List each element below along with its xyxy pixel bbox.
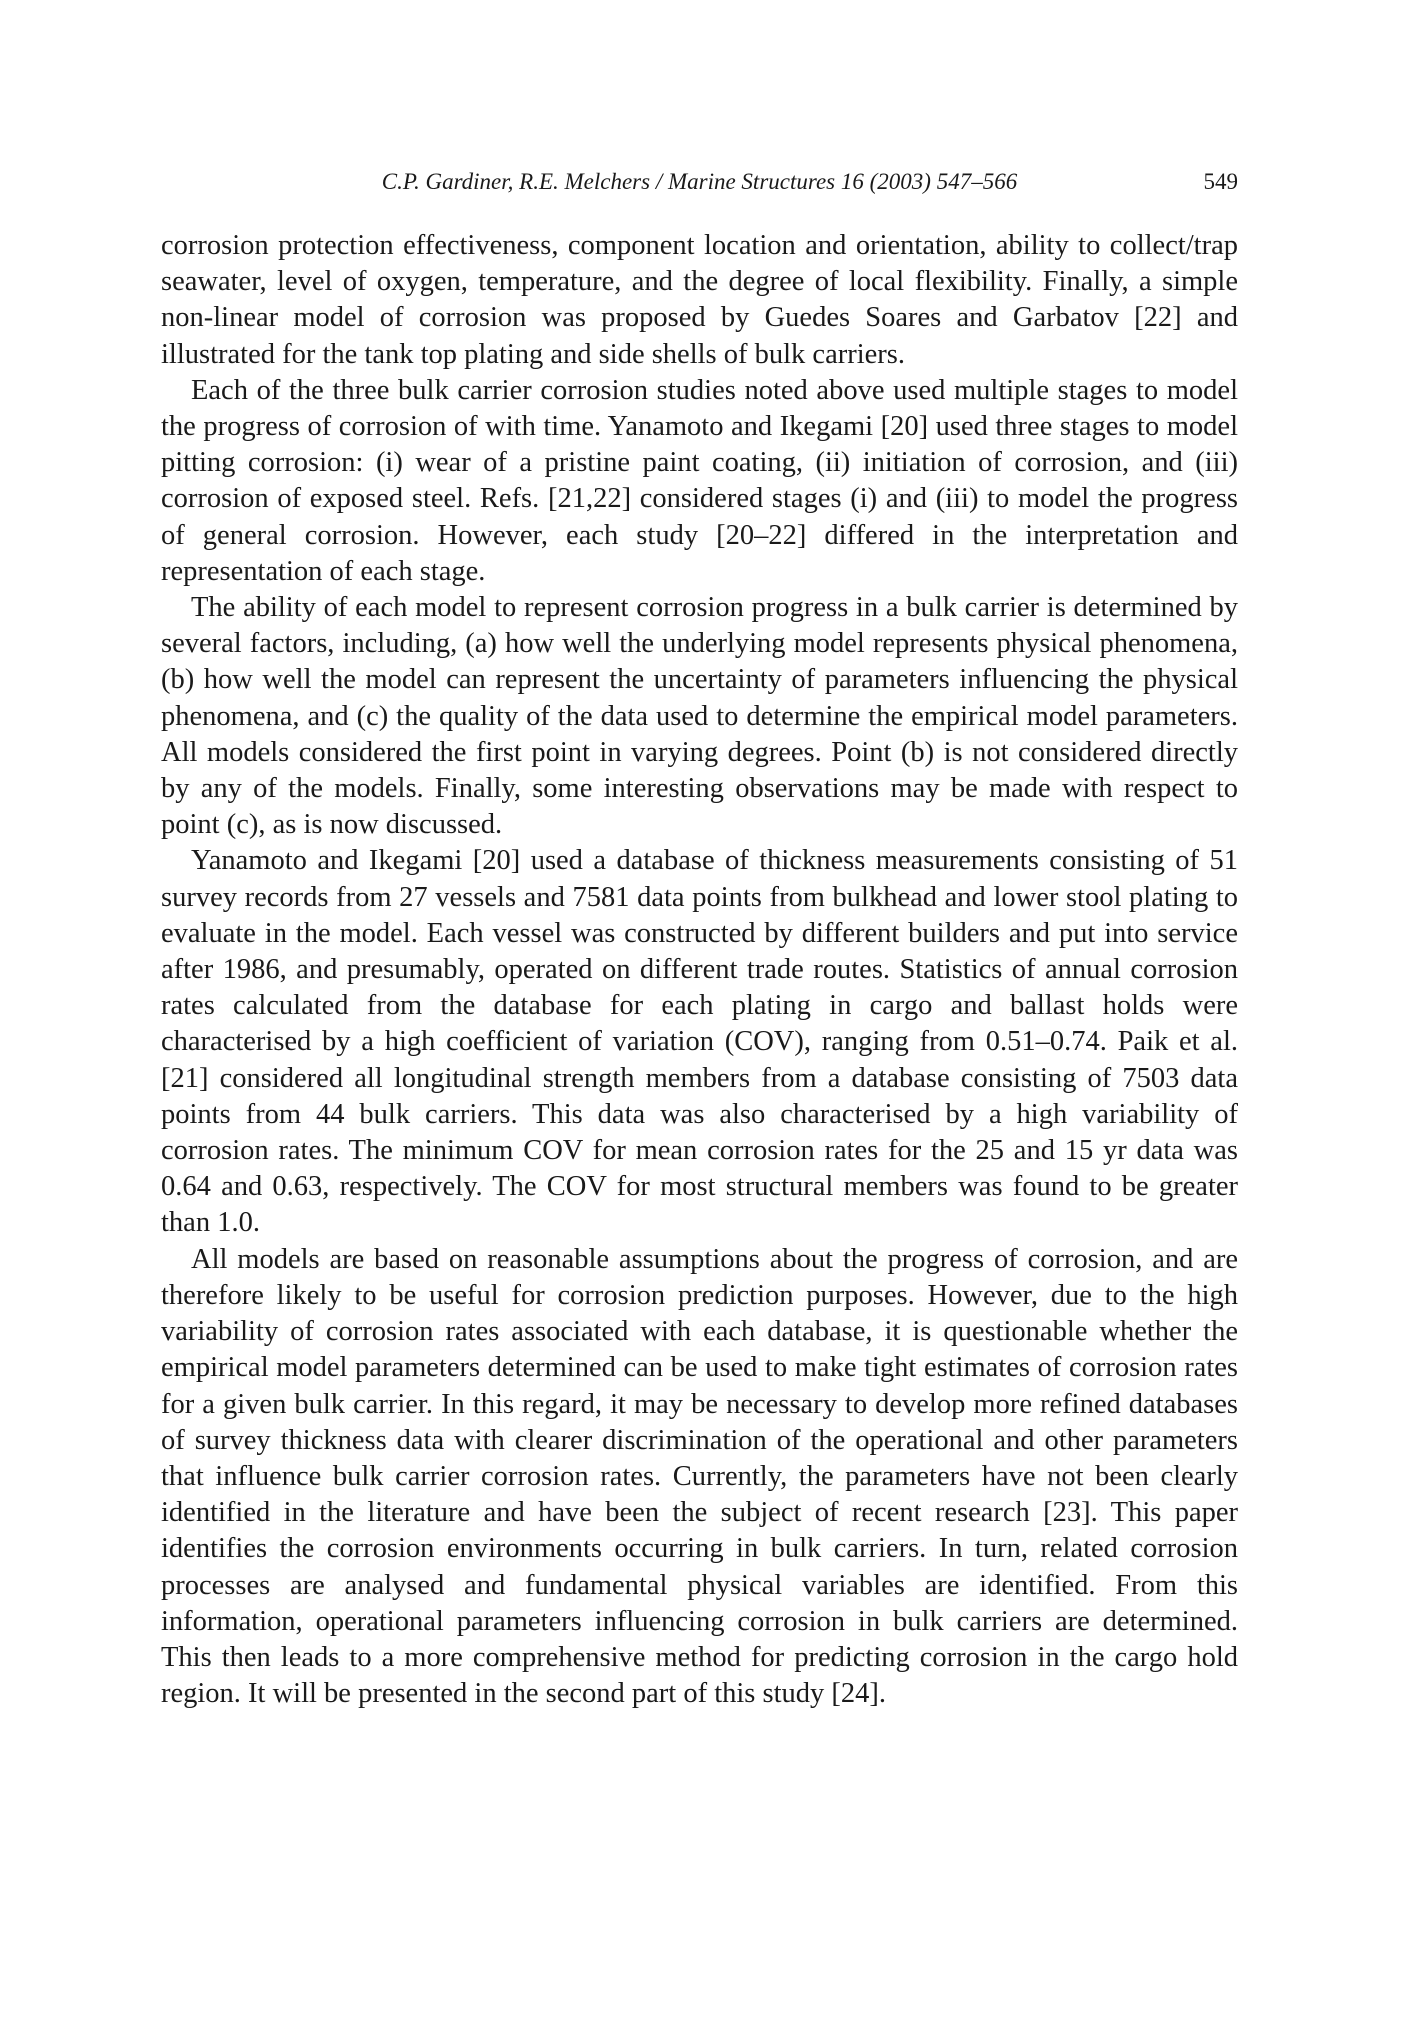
paragraph-multiple-stages: Each of the three bulk carrier corrosion studies noted above used multiple stages to model the progress of corrosion of with time. Yanamoto and Ikegami [20] used three stages to model pitting corrosion: (i) wear of a pristine paint coating, (ii) initiation of corrosion, and (iii) corrosion of exposed steel. Refs. [21,22] considered stages (i) and (iii) to model the progress of general corrosion. However, each study [20–22] differed in the interpretation and representation of each stage. xyxy=(161,374,1238,587)
paragraph-continuation: corrosion protection effectiveness, component location and orientation, ability to collect/trap seawater, level of oxygen, temperature, and the degree of local flexibility. Finally, a simple non-linear model of corrosion was proposed by Guedes Soares and Garbatov [22] and illustrated for the tank top plating and side shells of bulk carriers. xyxy=(161,230,1238,370)
paragraph-model-ability: The ability of each model to represent corrosion progress in a bulk carrier is determined by several factors, including, (a) how well the underlying model represents physical phenomena, (b) how well the model can represent the uncertainty of parameters influencing the physical phenomena, and (c) the quality of the data used to determine the empirical model parameters. All models considered the first point in varying degrees. Point (b) is not considered directly by any of the models. Finally, some interesting observations may be made with respect to point (c), as is now discussed. xyxy=(161,592,1238,841)
paragraph-conclusion: All models are based on reasonable assumptions about the progress of corrosion, and are therefore likely to be useful for corrosion prediction purposes. However, due to the high variability of corrosion rates associated with each database, it is questionable whether the empirical model parameters determined can be used to make tight estimates of corrosion rates for a given bulk carrier. In this regard, it may be necessary to develop more refined databases of survey thickness data with clearer discrimination of the operational and other parameters that influence bulk carrier corrosion rates. Currently, the parameters have not been clearly identified in the literature and have been the subject of recent research [23]. This paper identifies the corrosion environments occurring in bulk carriers. In turn, related corrosion processes are analysed and fundamental physical variables are identified. From this information, operational parameters influencing corrosion in bulk carriers are determined. This then leads to a more comprehensive method for predicting corrosion in the cargo hold region. It will be presented in the second part of this study [24]. xyxy=(161,1243,1238,1710)
body-text xyxy=(161,228,1238,1712)
paragraph-database: Yanamoto and Ikegami [20] used a database of thickness measurements consisting of 51 survey records from 27 vessels and 7581 data points from bulkhead and lower stool plating to evaluate in the model. Each vessel was constructed by different builders and put into service after 1986, and presumably, operated on different trade routes. Statistics of annual corrosion rates calculated from the database for each plating in cargo and ballast holds were characterised by a high coefficient of variation (COV), ranging from 0.51–0.74. Paik et al. [21] considered all longitudinal strength members from a database consisting of 7503 data points from 44 bulk carriers. This data was also characterised by a high variability of corrosion rates. The minimum COV for mean corrosion rates for the 25 and 15 yr data was 0.64 and 0.63, respectively. The COV for most structural members was found to be greater than 1.0. xyxy=(161,845,1238,1239)
page-number: 549 xyxy=(1203,169,1238,194)
running-header xyxy=(161,166,1238,198)
running-title: C.P. Gardiner, R.E. Melchers / Marine Structures 16 (2003) 547–566 xyxy=(381,169,1018,194)
